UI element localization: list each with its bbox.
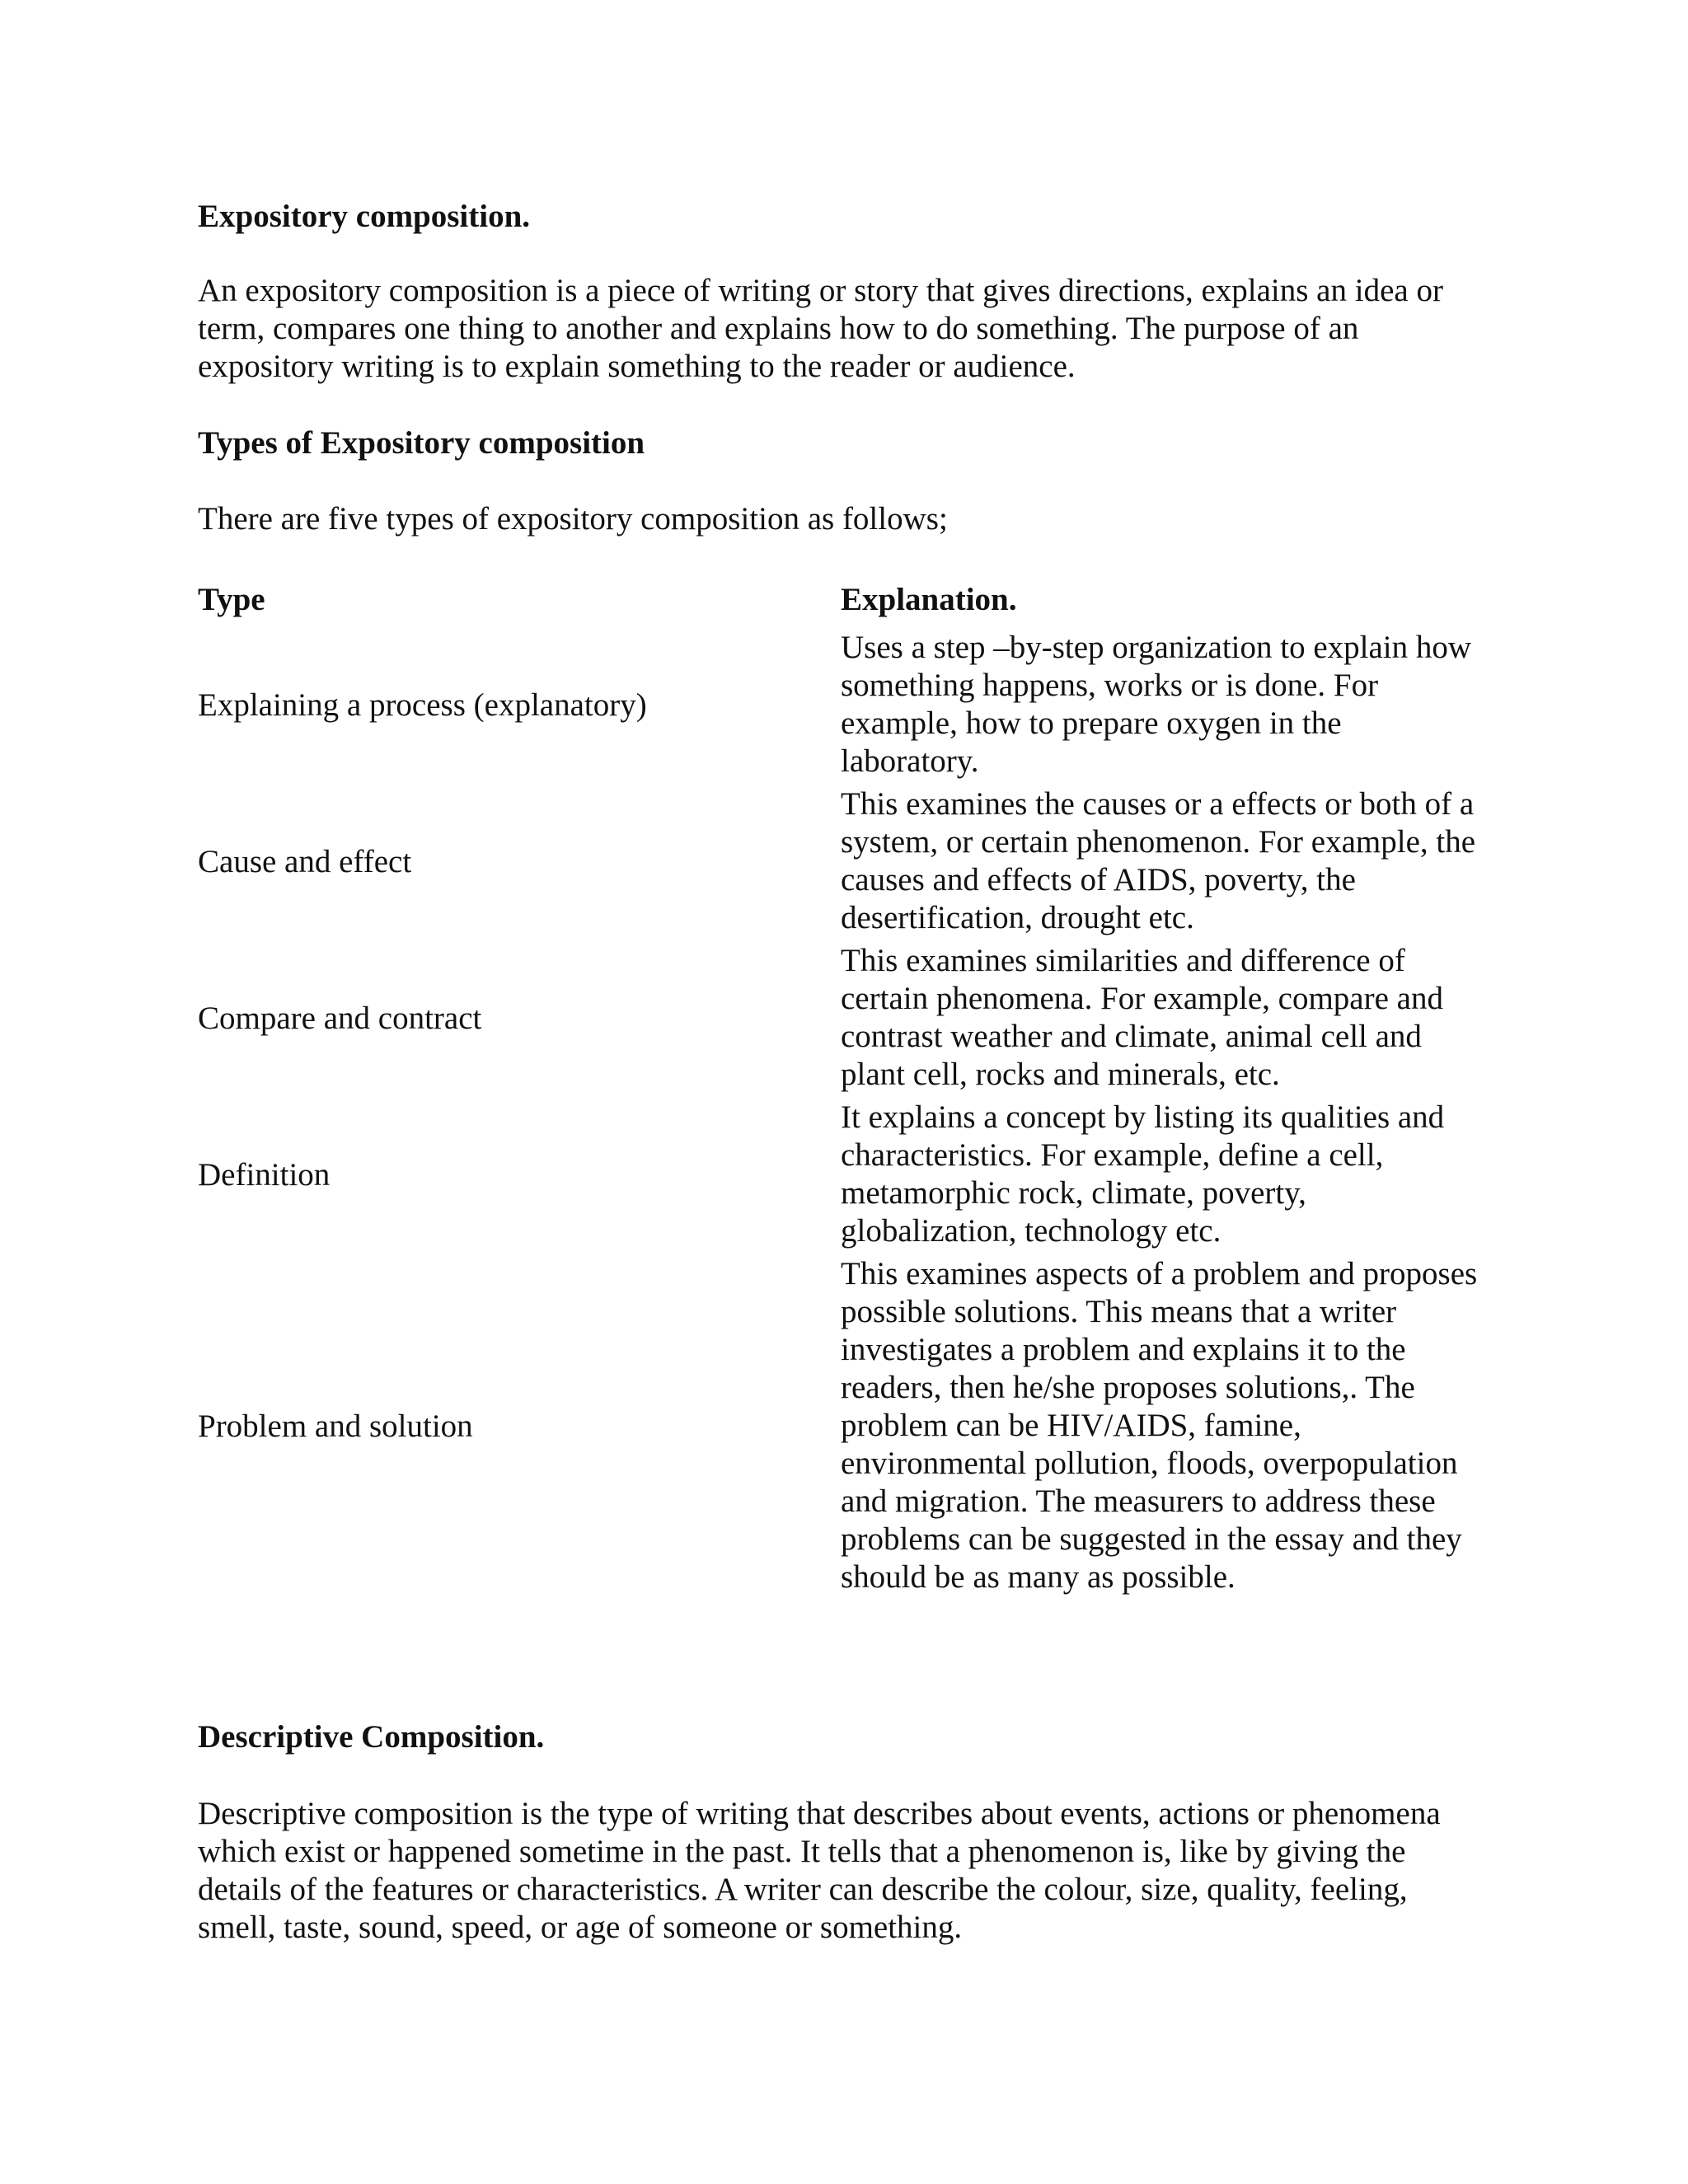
table-header-row: [198, 581, 1500, 627]
types-table: [198, 581, 1500, 1600]
row-explanation: This examines the causes or a effects or both of a system, or certain phenomenon. For example, the causes and effects of AIDS, poverty, the desertification, drought etc.: [841, 786, 1476, 935]
row-explanation: This examines aspects of a problem and proposes possible solutions. This means that a writer investigates a problem and explains it to the readers, then he/she proposes solutions,. The problem can be HIV/AIDS, famine, environmental pollution, floods, overpopulation and migration. The measurers to address these problems can be suggested in the essay and they should be as many as possible.: [841, 1256, 1478, 1595]
row-explanation: This examines similarities and difference of certain phenomena. For example, compare and contrast weather and climate, animal cell and plant cell, rocks and minerals, etc.: [841, 943, 1443, 1092]
expository-definition: An expository composition is a piece of writing or story that gives directions, explains an idea or term, compares one thing to another and explains how to do something. The purpose of an expository writing is to explain something to the reader or audience.: [198, 273, 1443, 384]
table-row: [198, 1097, 1500, 1254]
table-row: [198, 940, 1500, 1097]
table-row: [198, 1254, 1500, 1600]
row-explanation: Uses a step –by-step organization to explain how something happens, works or is done. For example, how to prepare oxygen in the laboratory.: [841, 630, 1472, 779]
row-type: Cause and effect: [198, 844, 412, 879]
row-type: Explaining a process (explanatory): [198, 687, 647, 723]
table-row: [198, 784, 1500, 940]
descriptive-definition: Descriptive composition is the type of writing that describes about events, actions or phenomena which exist or happened sometime in the past. It tells that a phenomenon is, like by giving the details of the features or characteristics. A writer can describe the colour, size, quality, feeling, smell, taste, sound, speed, or age of someone or something.: [198, 1796, 1441, 1945]
descriptive-heading: Descriptive Composition.: [198, 1719, 545, 1755]
row-type: Problem and solution: [198, 1408, 473, 1444]
header-type: Type: [198, 582, 265, 617]
row-type: Definition: [198, 1157, 331, 1193]
types-heading: Types of Expository composition: [198, 425, 645, 461]
table-row: [198, 627, 1500, 784]
header-explanation: Explanation.: [841, 582, 1017, 617]
row-explanation: It explains a concept by listing its qualities and characteristics. For example, define a cell, metamorphic rock, climate, poverty, globalization, technology etc.: [841, 1099, 1445, 1249]
expository-heading: Expository composition.: [198, 199, 531, 234]
row-type: Compare and contract: [198, 1001, 482, 1036]
types-intro: There are five types of expository composition as follows;: [198, 501, 948, 537]
